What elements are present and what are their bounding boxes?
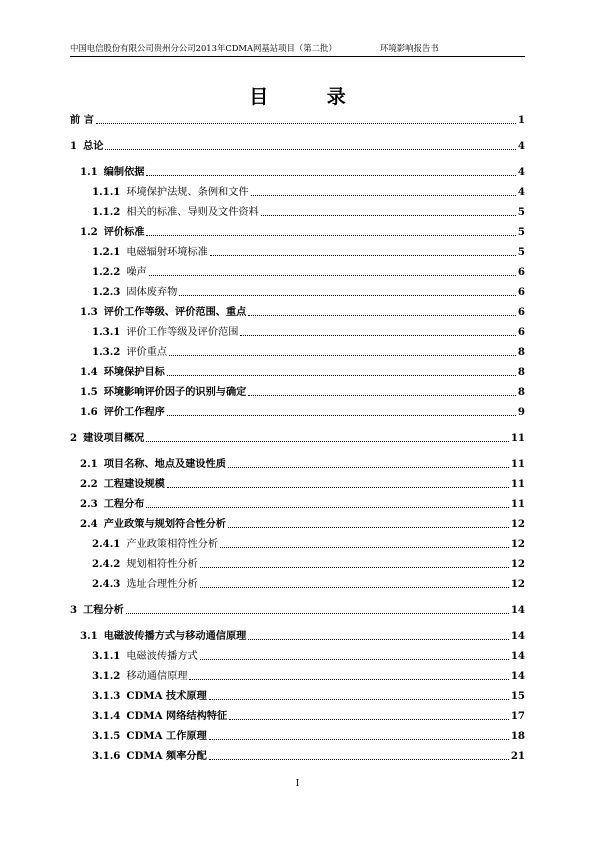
toc-dot-leader bbox=[167, 374, 516, 376]
toc-dot-leader bbox=[179, 294, 516, 296]
toc-entry-page: 8 bbox=[517, 386, 525, 398]
toc-entry-number: 3.1.2 bbox=[92, 670, 121, 682]
toc-entry-page: 11 bbox=[510, 498, 525, 510]
toc-entry-number: 1.1.1 bbox=[92, 186, 121, 198]
toc-entry-page: 14 bbox=[510, 630, 525, 642]
toc-dot-leader bbox=[146, 440, 509, 442]
toc-entry-title: 评价重点 bbox=[126, 347, 168, 358]
toc-entry[interactable] bbox=[0, 185, 525, 199]
toc-dot-leader bbox=[248, 314, 516, 316]
toc-entry-page: 6 bbox=[517, 306, 525, 318]
toc-entry[interactable] bbox=[0, 729, 525, 743]
toc-dot-leader bbox=[248, 394, 516, 396]
toc-entry[interactable] bbox=[0, 649, 525, 663]
toc-entry-title: 电磁波传播方式 bbox=[126, 651, 198, 662]
toc-entry-number: 1.1 bbox=[80, 166, 98, 178]
toc-entry-title: CDMA 频率分配 bbox=[126, 750, 207, 762]
toc-entry-number: 3.1.6 bbox=[92, 750, 121, 762]
toc-entry-number: 2.1 bbox=[80, 458, 98, 470]
toc-entry-number: 1.2 bbox=[80, 226, 98, 238]
toc-dot-leader bbox=[220, 546, 509, 548]
toc-dot-leader bbox=[200, 586, 509, 588]
toc-entry[interactable] bbox=[0, 557, 525, 571]
toc-entry-number: 1.3.1 bbox=[92, 326, 121, 338]
toc-dot-leader bbox=[229, 718, 509, 720]
toc-entry-title: 相关的标准、导则及文件资料 bbox=[126, 207, 259, 218]
toc-entry-number: 1.2.1 bbox=[92, 246, 121, 258]
toc-entry-page: 8 bbox=[517, 366, 525, 378]
toc-entry-page: 5 bbox=[517, 246, 525, 258]
toc-dot-leader bbox=[209, 758, 509, 760]
toc-entry-title: 工程分布 bbox=[103, 498, 145, 510]
toc-entry-page: 4 bbox=[517, 140, 525, 152]
toc-dot-leader bbox=[210, 254, 516, 256]
toc-entry-title: 总论 bbox=[83, 140, 104, 152]
toc-entry-title: 项目名称、地点及建设性质 bbox=[103, 458, 226, 470]
toc-dot-leader bbox=[169, 354, 516, 356]
toc-entry-title: 评价工作程序 bbox=[103, 406, 165, 418]
toc-dot-leader bbox=[200, 566, 509, 568]
toc-entry-page: 11 bbox=[510, 458, 525, 470]
toc-dot-leader bbox=[209, 698, 509, 700]
toc-entry-page: 12 bbox=[510, 518, 525, 530]
toc-entry-number: 2.4.3 bbox=[92, 578, 121, 590]
toc-entry-page: 5 bbox=[517, 206, 525, 218]
toc-entry-title: 环境影响评价因子的识别与确定 bbox=[103, 386, 247, 398]
toc-entry-number: 3.1 bbox=[80, 630, 98, 642]
toc-entry-title: 评价工作等级、评价范围、重点 bbox=[103, 306, 247, 318]
toc-entry-title: 电磁辐射环境标准 bbox=[126, 247, 208, 258]
toc-entry-number: 2.3 bbox=[80, 498, 98, 510]
toc-dot-leader bbox=[189, 678, 508, 680]
toc-dot-leader bbox=[248, 638, 508, 640]
toc-entry-page: 4 bbox=[517, 166, 525, 178]
toc-entry[interactable] bbox=[0, 457, 525, 471]
toc-entry-title: 移动通信原理 bbox=[126, 671, 188, 682]
toc-entry[interactable] bbox=[0, 385, 525, 399]
toc-dot-leader bbox=[146, 174, 515, 176]
toc-dot-leader bbox=[167, 414, 516, 416]
toc-entry-page: 4 bbox=[517, 186, 525, 198]
toc-entry-page: 5 bbox=[517, 226, 525, 238]
toc-entry-page: 14 bbox=[510, 670, 525, 682]
toc-entry-page: 1 bbox=[517, 114, 525, 126]
toc-entry[interactable] bbox=[0, 689, 525, 703]
toc-dot-leader bbox=[251, 194, 516, 196]
toc-entry-number: 3.1.4 bbox=[92, 710, 121, 722]
toc-entry-number: 3.1.5 bbox=[92, 730, 121, 742]
toc-entry-page: 14 bbox=[510, 604, 525, 616]
toc-entry-title: 工程建设规模 bbox=[103, 478, 165, 490]
toc-entry-title: CDMA 技术原理 bbox=[126, 690, 207, 702]
toc-dot-leader bbox=[209, 738, 509, 740]
toc-entry-title: 建设项目概况 bbox=[83, 432, 145, 444]
toc-dot-leader bbox=[126, 612, 509, 614]
toc-entry-title: 环境保护目标 bbox=[103, 366, 165, 378]
toc-entry[interactable] bbox=[0, 517, 525, 531]
toc-entry-number: 2.2 bbox=[80, 478, 98, 490]
toc-dot-leader bbox=[146, 234, 515, 236]
toc-dot-leader bbox=[167, 486, 509, 488]
toc-entry-page: 18 bbox=[510, 730, 525, 742]
toc-dot-leader bbox=[96, 122, 516, 124]
toc-entry[interactable] bbox=[0, 139, 525, 153]
toc-entry[interactable] bbox=[0, 245, 525, 259]
toc-entry-title: 固体废弃物 bbox=[126, 287, 178, 298]
toc-entry-page: 12 bbox=[510, 538, 525, 550]
toc-dot-leader bbox=[228, 466, 509, 468]
toc-entry-page: 11 bbox=[510, 478, 525, 490]
toc-entry-title: 环境保护法规、条例和文件 bbox=[126, 187, 249, 198]
toc-entry-title: 规划相符性分析 bbox=[126, 559, 198, 570]
toc-entry-page: 9 bbox=[517, 406, 525, 418]
toc-entry[interactable] bbox=[0, 405, 525, 419]
toc-entry-page: 12 bbox=[510, 558, 525, 570]
toc-entry[interactable] bbox=[0, 497, 525, 511]
toc-entry-number: 2 bbox=[70, 432, 78, 444]
toc-entry-number: 1.2.3 bbox=[92, 286, 121, 298]
toc-entry-title: 前 言 bbox=[70, 114, 94, 126]
toc-entry-number: 1.3 bbox=[80, 306, 98, 318]
toc-entry[interactable] bbox=[0, 285, 525, 299]
toc-entry-title: CDMA 工作原理 bbox=[126, 730, 207, 742]
toc-entry-title: CDMA 网络结构特征 bbox=[126, 710, 228, 722]
toc-dot-leader bbox=[146, 506, 508, 508]
toc-entry[interactable] bbox=[0, 629, 525, 643]
toc-dot-leader bbox=[200, 658, 509, 660]
toc-entry-page: 6 bbox=[517, 286, 525, 298]
toc-entry-number: 1.5 bbox=[80, 386, 98, 398]
toc-entry-title: 电磁波传播方式与移动通信原理 bbox=[103, 630, 247, 642]
toc-entry[interactable] bbox=[0, 537, 525, 551]
toc-entry-title: 选址合理性分析 bbox=[126, 579, 198, 590]
toc-entry-page: 11 bbox=[510, 432, 525, 444]
toc-entry-number: 3 bbox=[70, 604, 78, 616]
toc-entry-page: 8 bbox=[517, 346, 525, 358]
toc-entry-title: 噪声 bbox=[126, 267, 147, 278]
toc-entry-title: 编制依据 bbox=[103, 166, 145, 178]
toc-dot-leader bbox=[228, 526, 509, 528]
toc-entry[interactable] bbox=[0, 325, 525, 339]
toc-entry-page: 14 bbox=[510, 650, 525, 662]
toc-entry-number: 2.4.2 bbox=[92, 558, 121, 570]
toc-entry[interactable] bbox=[0, 345, 525, 359]
toc-entry-number: 1.1.2 bbox=[92, 206, 121, 218]
toc-entry[interactable] bbox=[0, 265, 525, 279]
toc-entry[interactable] bbox=[0, 225, 525, 239]
toc-entry-page: 6 bbox=[517, 266, 525, 278]
toc-entry-number: 1.4 bbox=[80, 366, 98, 378]
toc-entry[interactable] bbox=[0, 205, 525, 219]
toc-entry-page: 17 bbox=[510, 710, 525, 722]
toc-entry-number: 1.3.2 bbox=[92, 346, 121, 358]
toc-entry-number: 2.4 bbox=[80, 518, 98, 530]
toc-entry[interactable] bbox=[0, 165, 525, 179]
toc-entry[interactable] bbox=[0, 749, 525, 763]
toc-dot-leader bbox=[261, 214, 516, 216]
toc-dot-leader bbox=[240, 334, 515, 336]
toc-dot-leader bbox=[149, 274, 516, 276]
header-document-title: 中国电信股份有限公司贵州分公司2013年CDMA网基站项目（第二批） bbox=[70, 43, 337, 53]
page-number: I bbox=[295, 779, 300, 789]
toc-entry-title: 工程分析 bbox=[83, 604, 124, 616]
toc-entry-page: 21 bbox=[510, 750, 525, 762]
toc-entry[interactable] bbox=[0, 477, 525, 491]
toc-entry-number: 1 bbox=[70, 140, 78, 152]
toc-title: 目 录 bbox=[249, 86, 372, 108]
toc-dot-leader bbox=[105, 148, 515, 150]
toc-entry[interactable] bbox=[0, 603, 525, 617]
header-report-type: 环境影响报告书 bbox=[380, 43, 439, 53]
toc-entry-page: 15 bbox=[510, 690, 525, 702]
toc-entry-title: 评价标准 bbox=[103, 226, 145, 238]
toc-entry[interactable] bbox=[0, 305, 525, 319]
toc-entry-number: 1.2.2 bbox=[92, 266, 121, 278]
toc-entry-number: 3.1.3 bbox=[92, 690, 121, 702]
toc-entry[interactable] bbox=[0, 113, 525, 127]
toc-entry[interactable] bbox=[0, 709, 525, 723]
toc-entry-page: 12 bbox=[510, 578, 525, 590]
toc-entry-title: 产业政策相符性分析 bbox=[126, 539, 219, 550]
toc-entry-number: 1.6 bbox=[80, 406, 98, 418]
toc-entry-number: 3.1.1 bbox=[92, 650, 121, 662]
toc-entry-title: 评价工作等级及评价范围 bbox=[126, 327, 239, 338]
toc-entry-number: 2.4.1 bbox=[92, 538, 121, 550]
toc-entry-page: 6 bbox=[517, 326, 525, 338]
toc-entry[interactable] bbox=[0, 365, 525, 379]
toc-entry[interactable] bbox=[0, 577, 525, 591]
toc-entry[interactable] bbox=[0, 669, 525, 683]
toc-entry-title: 产业政策与规划符合性分析 bbox=[103, 518, 226, 530]
toc-entry[interactable] bbox=[0, 431, 525, 445]
